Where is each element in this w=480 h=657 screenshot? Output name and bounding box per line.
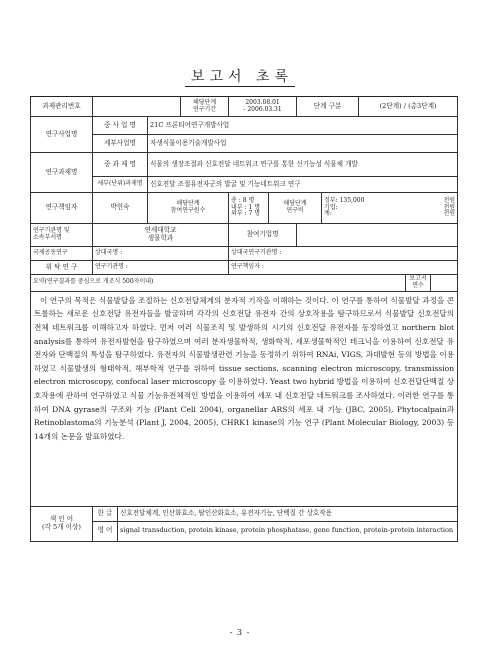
keywords-english-value: signal transduction, protein kinase, protein phosphatase, gene function, protein-protein interaction [118,521,458,541]
stage-label: 단계 구분 [297,97,359,117]
keywords-korean-value: 신호전달체계, 인산화효소, 탈인산화효소, 유전자기능, 단백질 간 상호작용 [118,506,458,521]
commission-label: 위 탁 연 구 [31,261,93,275]
main-task-label: 중 과 제 명 [93,153,148,177]
keywords-korean-label: 한 글 [93,506,118,521]
intl-label: 국제공동연구 [31,247,93,261]
cost-values: 정부: 135,000 천원 기업: 천원 계: 천원 [322,193,458,224]
stage-value: (2단계) / (총3단계) [359,97,458,117]
summary-body: 이 연구의 목적은 식물발달을 조절하는 신호전달체계의 분자적 기작을 이해하는 것이다. 이 연구를 통하여 식물발달 과정을 콘트롤하는 새로운 신호전달 유전자들을 발굴하며 각각의 신호전달 유전자 간의 상호작용을 탐구하므로서 식물발달 신호전달의 전체 네트워크를 이해하고자 하였다. 먼저 여러 식물조직 및 발생하의 시기의 신호전달 유전자를 동정하였고 northern blot analysis를 통하여 유전자발현을 탐구하였으며 여러 분자생물학적, 생화학적, 세포생물학적인 테크닉을 이용하여 신호전달 유전자와 단백질의 특성을 탐구하였다. 유전자의 식물발생관련 기능을 동정하기 위하여 RNAi, VIGS, 과대발현 등의 방법을 이용하였고 식물발생의 형태학적, 해부학적 연구를 위하여 tissue sections, scanning electron microscopy, transmission electron microscopy, confocal laser microscopy 을 이용하였다. Yeast two hybrid 방법을 이용하여 신호전달단백질 상호작용에 관하여 연구하였고 식물 기능유전체적인 방법을 이용하여 세포 내 신호전달 네트워크를 조사하였다. 이러한 연구를 통하여 DNA gyrase의 구조와 기능 (Plant Cell 2004), organellar ARS의 세포 내 기능 (JBC, 2005), Phytocalpain과 Retinoblastoma의 기능분석 (Plant J, 2004, 2005), CHRK1 kinase의 기능 연구 (Plant Molecular Biology, 2003) 등 14개의 논문을 발표하였다. [31,291,458,506]
page-number: - 3 - [229,628,251,637]
cost-label: 해당단계 연구비 [269,193,322,224]
report-pages-value [431,275,458,292]
institution-value: 연세대학교 생물학과 [93,224,229,247]
project-number-label: 과제관리번호 [31,97,93,117]
commission-head: 연구책임자 : [229,261,458,275]
institution-label: 연구기관명 및 소속부서명 [31,224,93,247]
main-task-value: 식물의 생장조절과 신호전달 네트워크 연구를 통한 신기능성 식물체 개발 [148,153,458,177]
task-label: 연구과제명 [31,153,93,193]
keywords-label: 색 인 어 (각 5개 이상) [31,506,93,541]
program-label: 연구사업명 [31,117,93,153]
keywords-english-label: 영 어 [93,521,118,541]
sub-task-label: 세부(단위)과제명 [93,177,148,193]
partner-company-value [297,224,458,247]
summary-label: 요약(연구결과를 중심으로 개조식 500자이내) [31,275,406,292]
main-program-value: 21C 프론티어연구개발사업 [148,117,458,135]
researcher-label: 연구책임자 [31,193,93,224]
main-program-label: 중 사 업 명 [93,117,148,135]
document-title: 보고서 초록 [0,66,480,86]
sub-task-value: 신호전달 조절유전자군의 발굴 및 기능네트워크 연구 [148,177,458,193]
project-number-value [93,97,181,117]
detail-program-value: 자생식물이용기술개발사업 [148,135,458,153]
period-label: 해당단계 연구기간 [181,97,229,117]
report-pages-label: 보고서 면수 [406,275,431,292]
researcher-name: 박헌숙 [93,193,148,224]
intl-country: 상대국명 : [93,247,229,261]
staff-count-values: 총 : 8 명 내부 : 1 명 외부 : 7 명 [229,193,269,224]
staff-count-label: 해당단계 참여연구원수 [148,193,229,224]
detail-program-label: 세부사업명 [93,135,148,153]
commission-institution: 연구기관명 : [93,261,229,275]
report-abstract-form [30,96,458,542]
intl-institution: 상대국연구기관명 : [229,247,458,261]
period-value: 2003.08.01 - 2006.03.31 [229,97,297,117]
partner-company-label: 참여기업명 [229,224,297,247]
